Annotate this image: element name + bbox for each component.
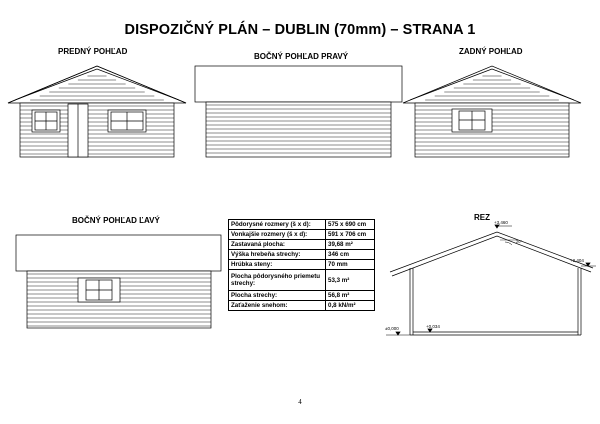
spec-value: 0,8 kN/m² xyxy=(326,301,375,311)
spec-value: 56,8 m² xyxy=(326,291,375,301)
page-title: DISPOZIČNÝ PLÁN – DUBLIN (70mm) – STRANA 1 xyxy=(124,22,476,38)
spec-value: 39,68 m² xyxy=(326,240,375,250)
table-row xyxy=(229,250,375,260)
ridge-height-mark: +3,460 xyxy=(494,220,508,225)
spec-value: 70 mm xyxy=(326,260,375,270)
table-row xyxy=(229,301,375,311)
table-row xyxy=(229,291,375,301)
table-row xyxy=(229,270,375,291)
table-row xyxy=(229,260,375,270)
spec-label: Pôdorysné rozmery (š x d): xyxy=(229,220,326,230)
spec-label: Vonkajšie rozmery (š x d): xyxy=(229,230,326,240)
front-view-label: PREDNÝ POHĽAD xyxy=(58,47,128,56)
spec-value: 346 cm xyxy=(326,250,375,260)
spec-label: Plocha pôdorysného priemetu strechy: xyxy=(229,270,326,291)
table-row xyxy=(229,230,375,240)
specs-table xyxy=(228,219,375,311)
spec-label: Plocha strechy: xyxy=(229,291,326,301)
spec-label: Zastavaná plocha: xyxy=(229,240,326,250)
table-row xyxy=(229,240,375,250)
table-row xyxy=(229,220,375,230)
side-right-view-label: BOČNÝ POHĽAD PRAVÝ xyxy=(254,52,349,61)
spec-value: 591 x 706 cm xyxy=(326,230,375,240)
roof-angle-mark: 20° xyxy=(516,239,523,244)
spec-value: 575 x 690 cm xyxy=(326,220,375,230)
floor-level-mark: +0,034 xyxy=(426,324,440,329)
spec-label: Výška hrebeňa strechy: xyxy=(229,250,326,260)
eave-height-mark: +2,404 xyxy=(570,258,584,263)
spec-label: Hrúbka steny: xyxy=(229,260,326,270)
rear-view-label: ZADNÝ POHĽAD xyxy=(459,47,523,56)
spec-label: Zaťaženie snehom: xyxy=(229,301,326,311)
spec-value: 53,3 m² xyxy=(326,270,375,291)
side-left-view-label: BOČNÝ POHĽAD ĽAVÝ xyxy=(72,216,160,225)
ground-level-mark: ±0,000 xyxy=(385,326,399,331)
page-number: 4 xyxy=(298,398,302,406)
section-view-label: REZ xyxy=(474,213,490,222)
